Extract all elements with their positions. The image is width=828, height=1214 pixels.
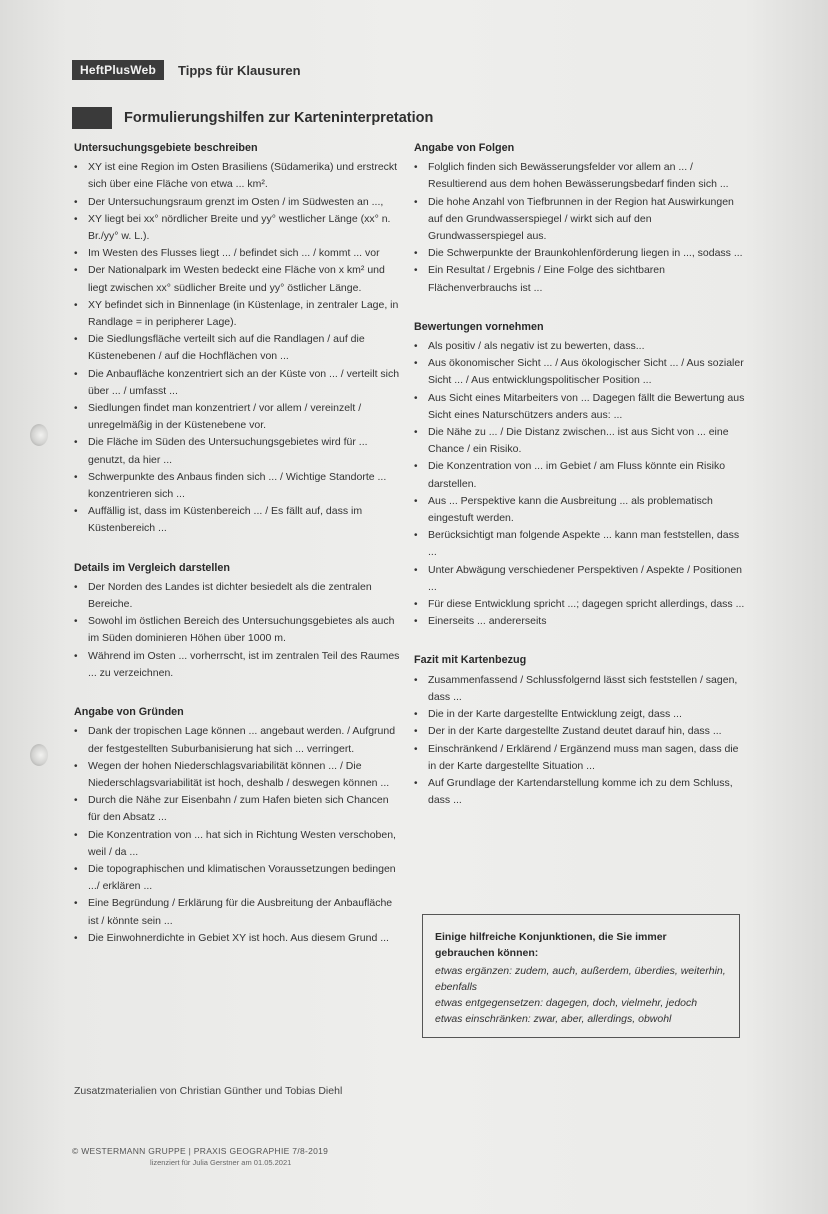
bullet-icon: • [414, 427, 418, 439]
list-item: • Die Einwohnerdichte in Gebiet XY ist hoch. Aus diesem Grund ... [74, 930, 400, 947]
page-title: Formulierungshilfen zur Karteninterpretation [124, 110, 434, 126]
bullet-icon: • [414, 495, 418, 507]
list-item: • Siedlungen findet man konzentriert / vor allem / vereinzelt / unregelmäßig in der Küstenebene vor. [74, 402, 362, 432]
bullet-icon: • [414, 616, 418, 628]
bullet-icon: • [74, 932, 78, 944]
bullet-list [74, 159, 400, 537]
conjunctions-box [422, 914, 740, 1038]
section-title: Angabe von Folgen [414, 142, 515, 154]
list-item: • Eine Begründung / Erklärung für die Ausbreitung der Anbaufläche ist / könnte sein ... [74, 897, 393, 927]
list-item: • Auffällig ist, dass im Küstenbereich ... / Es fällt auf, dass im Küstenbereich ... [74, 505, 363, 535]
punch-hole-bottom [30, 744, 48, 766]
bullet-icon: • [74, 581, 78, 593]
section-title: Angabe von Gründen [74, 706, 184, 719]
section-title: Bewertungen vornehmen [414, 320, 544, 333]
list-item: • XY ist eine Region im Osten Brasiliens (Südamerika) und erstreckt sich über eine Fläche von etwa ... km². [74, 161, 398, 191]
list-item: • Folglich finden sich Bewässerungsfelder vor allem an ... / Resultierend aus dem hohen Bewässerungsbedarf finden sich ... [414, 161, 729, 191]
bullet-icon: • [74, 829, 78, 841]
list-item: • Berücksichtigt man folgende Aspekte ... kann man feststellen, dass ... [414, 529, 740, 559]
bullet-icon: • [74, 726, 78, 738]
bullet-icon: • [74, 437, 78, 449]
bullet-icon: • [414, 530, 418, 542]
footer-copyright: © WESTERMANN GRUPPE | PRAXIS GEOGRAPHIE 7/8-2019 [72, 1146, 329, 1156]
heading-marker [72, 107, 112, 129]
list-item: • Die Nähe zu ... / Die Distanz zwischen... ist aus Sicht von ... eine Chance / ein Risiko. [414, 426, 729, 456]
bullet-icon: • [74, 196, 78, 208]
list-item: • Die Fläche im Süden des Untersuchungsgebietes wird für ... genutzt, da hier ... [74, 436, 368, 466]
list-item: • Sowohl im östlichen Bereich des Untersuchungsgebietes als auch im Süden dominieren Höhen über 1000 m. [74, 615, 395, 645]
header-bar [72, 60, 301, 80]
bullet-icon: • [74, 265, 78, 277]
footer-license: lizenziert für Julia Gerstner am 01.05.2021 [150, 1158, 292, 1167]
bullet-icon: • [74, 471, 78, 483]
bullet-list [414, 338, 746, 630]
header-title: Tipps für Klausuren [178, 62, 301, 78]
bullet-list [414, 672, 746, 810]
list-item: • Die Siedlungsfläche verteilt sich auf die Randlagen / auf die Küstenebenen / auf die Hochflächen von ... [74, 333, 365, 363]
list-item: • Der in der Karte dargestellte Zustand deutet darauf hin, dass ... [414, 723, 746, 740]
list-item: • Unter Abwägung verschiedener Perspektiven / Aspekte / Positionen ... [414, 563, 743, 593]
list-item: • Die Anbaufläche konzentriert sich an der Küste von ... / verteilt sich über ... / umfasst ... [74, 367, 400, 397]
bullet-icon: • [414, 341, 418, 353]
bullet-icon: • [414, 196, 418, 208]
list-item: • Wegen der hohen Niederschlagsvariabilität können ... / Die Niederschlagsvariabilität ist hoch, deshalb / deswegen können ... [74, 759, 390, 789]
credit-line: Zusatzmaterialien von Christian Günther und Tobias Diehl [74, 1085, 343, 1097]
list-item: • Aus ... Perspektive kann die Ausbreitung ... als problematisch eingestuft werden. [414, 494, 713, 525]
list-item: • Durch die Nähe zur Eisenbahn / zum Hafen bieten sich Chancen für den Absatz ... [74, 794, 389, 824]
bullet-icon: • [414, 564, 418, 576]
box-line: etwas einschränken: zwar, aber, allerdings, obwohl [435, 1013, 672, 1025]
bullet-icon: • [414, 265, 418, 277]
bullet-icon: • [74, 898, 78, 910]
list-item: • Zusammenfassend / Schlussfolgernd lässt sich feststellen / sagen, dass ... [414, 673, 738, 703]
bullet-icon: • [74, 299, 78, 311]
bullet-icon: • [74, 863, 78, 875]
bullet-icon: • [414, 674, 418, 686]
list-item: • Schwerpunkte des Anbaus finden sich ... / Wichtige Standorte ... konzentrieren sich ... [74, 470, 387, 501]
left-column [74, 140, 400, 947]
list-item: • Aus ökonomischer Sicht ... / Aus ökologischer Sicht ... / Aus sozialer Sicht ... / Aus entwicklungspolitischer Position ... [414, 357, 744, 387]
list-item: • Als positiv / als negativ ist zu bewerten, dass... [414, 338, 746, 355]
right-column [414, 140, 746, 809]
list-item: • Die Konzentration von ... im Gebiet / am Fluss könnte ein Risiko darstellen. [414, 460, 726, 490]
list-item: • Einerseits ... andererseits [414, 613, 746, 630]
bullet-icon: • [414, 392, 418, 404]
bullet-list [74, 723, 400, 947]
bullet-icon: • [74, 795, 78, 807]
list-item: • Der Norden des Landes ist dichter besiedelt als die zentralen Bereiche. [74, 580, 372, 611]
bullet-icon: • [414, 726, 418, 738]
list-item: • Während im Osten ... vorherrscht, ist im zentralen Teil des Raumes ... zu verzeichnen. [74, 649, 400, 679]
brand-label: HeftPlusWeb [72, 60, 164, 80]
bullet-icon: • [74, 213, 78, 225]
section-title: Details im Vergleich darstellen [74, 561, 231, 574]
bullet-list [414, 159, 746, 297]
list-item: • Die Konzentration von ... hat sich in Richtung Westen verschoben, weil / da ... [74, 828, 396, 858]
bullet-icon: • [74, 162, 78, 174]
bullet-icon: • [414, 777, 418, 789]
list-item: • XY befindet sich in Binnenlage (in Küstenlage, in zentraler Lage, in Randlage = in peripherer Lage). [74, 298, 399, 329]
list-item: • Der Nationalpark im Westen bedeckt eine Fläche von x km² und liegt zwischen xx° südlicher Breite und yy° östlicher Länge. [74, 264, 385, 294]
bullet-icon: • [74, 248, 78, 260]
bullet-icon: • [414, 162, 418, 174]
box-title: Einige hilfreiche Konjunktionen, die Sie immer gebrauchen können: [435, 931, 667, 959]
bullet-icon: • [414, 743, 418, 755]
bullet-icon: • [414, 461, 418, 473]
bullet-icon: • [414, 599, 418, 611]
list-item: • Auf Grundlage der Kartendarstellung komme ich zu dem Schluss, dass ... [414, 776, 733, 807]
page-heading [72, 107, 433, 129]
list-item: • Einschränkend / Erklärend / Ergänzend muss man sagen, dass die in der Karte dargestellte Situation ... [414, 742, 739, 772]
bullet-icon: • [74, 760, 78, 772]
bullet-icon: • [74, 334, 78, 346]
bullet-icon: • [414, 248, 418, 260]
box-line: etwas ergänzen: zudem, auch, außerdem, überdies, weiterhin, ebenfalls [435, 965, 726, 993]
list-item: • Für diese Entwicklung spricht ...; dagegen spricht allerdings, dass ... [414, 596, 746, 613]
section-title: Untersuchungsgebiete beschreiben [74, 142, 258, 154]
bullet-icon: • [74, 403, 78, 415]
list-item: • XY liegt bei xx° nördlicher Breite und yy° westlicher Länge (xx° n. Br./yy° w. L.). [74, 212, 391, 243]
bullet-icon: • [414, 709, 418, 721]
bullet-icon: • [74, 616, 78, 628]
bullet-icon: • [414, 358, 418, 370]
list-item: • Die Schwerpunkte der Braunkohlenförderung liegen in ..., sodass ... [414, 245, 746, 262]
list-item: • Der Untersuchungsraum grenzt im Osten / im Südwesten an ..., [74, 194, 400, 211]
box-line: etwas entgegensetzen: dagegen, doch, vielmehr, jedoch [435, 997, 698, 1009]
list-item: • Ein Resultat / Ergebnis / Eine Folge des sichtbaren Flächenverbrauchs ist ... [414, 264, 665, 294]
bullet-list [74, 579, 400, 682]
list-item: • Dank der tropischen Lage können ... angebaut werden. / Aufgrund der festgestellten Suburbanisierung hat sich ... verringert. [74, 725, 396, 755]
punch-hole-top [30, 424, 48, 446]
list-item: • Die hohe Anzahl von Tiefbrunnen in der Region hat Auswirkungen auf den Grundwasserspiegel / wirkt sich auf den Grundwasserspiegel aus. [414, 195, 734, 243]
list-item: • Aus Sicht eines Mitarbeiters von ... Dagegen fällt die Bewertung aus Sicht eines Naturschützers anders aus: ... [414, 391, 745, 421]
bullet-icon: • [74, 506, 78, 518]
list-item: • Die topographischen und klimatischen Voraussetzungen bedingen .../ erklären ... [74, 862, 396, 893]
bullet-icon: • [74, 650, 78, 662]
bullet-icon: • [74, 368, 78, 380]
section-title: Fazit mit Kartenbezug [414, 654, 527, 667]
list-item: • Die in der Karte dargestellte Entwicklung zeigt, dass ... [414, 706, 746, 723]
list-item: • Im Westen des Flusses liegt ... / befindet sich ... / kommt ... vor [74, 245, 400, 262]
